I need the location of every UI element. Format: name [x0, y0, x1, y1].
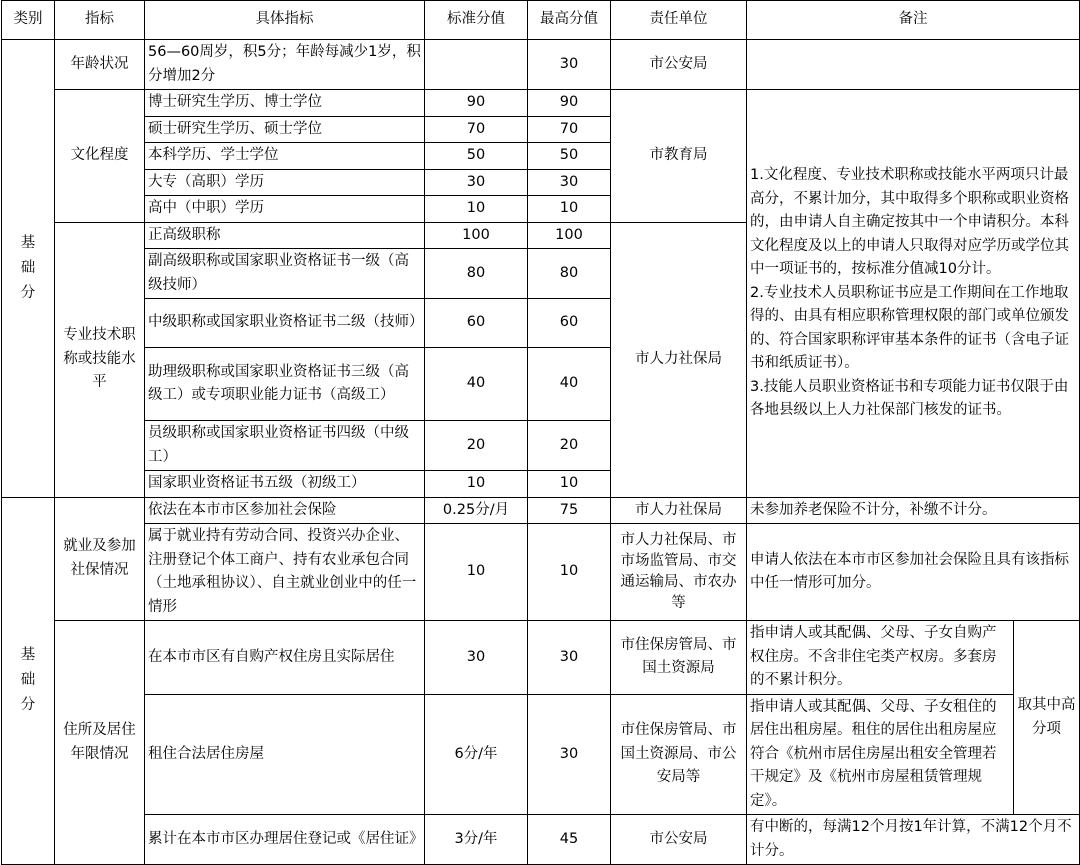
max-cell: 10: [528, 196, 611, 223]
standard-cell: 10: [425, 524, 528, 621]
max-cell: 75: [528, 497, 611, 524]
standard-cell: 3分/年: [425, 815, 528, 865]
detail-cell: 租住合法居住房屋: [145, 694, 425, 815]
unit-cell: 市人力社保局: [611, 497, 747, 524]
note-cell: 指申请人或其配偶、父母、子女自购产权住房。不含非住宅类产权房。多套房的不累计积分。: [747, 621, 1014, 695]
standard-cell: 10: [425, 471, 528, 498]
max-cell: 10: [528, 524, 611, 621]
standard-cell: 30: [425, 169, 528, 196]
note-cell: 未参加养老保险不计分，补缴不计分。: [747, 497, 1080, 524]
max-cell: 10: [528, 471, 611, 498]
header-note: 备注: [747, 1, 1080, 40]
standard-cell: 0.25分/月: [425, 497, 528, 524]
detail-cell: 副高级职称或国家职业资格证书一级（高级技师）: [145, 249, 425, 299]
max-cell: 30: [528, 40, 611, 90]
indicator-cell: 就业及参加社保情况: [55, 497, 145, 621]
unit-cell: 市住保房管局、市国土资源局: [611, 621, 747, 695]
detail-cell: 本科学历、学士学位: [145, 143, 425, 170]
note-cell: [747, 40, 1080, 90]
table-row: [2, 694, 1080, 815]
max-cell: 45: [528, 815, 611, 865]
max-cell: 20: [528, 421, 611, 471]
detail-cell: 正高级职称: [145, 222, 425, 249]
note-cell: 指申请人或其配偶、父母、子女租住的居住出租房屋。租住的居住出租房屋应符合《杭州市居住房屋出租安全管理若干规定》及《杭州市房屋租赁管理规定》。: [747, 694, 1014, 815]
header-detail: 具体指标: [145, 1, 425, 40]
max-cell: 100: [528, 222, 611, 249]
unit-cell: 市住保房管局、市国土资源局、市公安局等: [611, 694, 747, 815]
header-max: 最高分值: [528, 1, 611, 40]
detail-cell: 中级职称或国家职业资格证书二级（技师）: [145, 299, 425, 348]
detail-cell: 在本市市区有自购产权住房且实际居住: [145, 621, 425, 695]
indicator-cell: 住所及居住年限情况: [55, 621, 145, 865]
detail-cell: 国家职业资格证书五级（初级工）: [145, 471, 425, 498]
standard-cell: 20: [425, 421, 528, 471]
max-cell: 30: [528, 694, 611, 815]
indicator-cell: 文化程度: [55, 90, 145, 223]
category-cell: 基 础 分: [2, 40, 55, 498]
max-cell: 70: [528, 116, 611, 143]
note-cell: 申请人依法在本市市区参加社会保险且具有该指标中任一情形可加分。: [747, 524, 1080, 621]
detail-cell: 博士研究生学历、博士学位: [145, 90, 425, 117]
header-row: [2, 1, 1080, 40]
max-cell: 30: [528, 169, 611, 196]
standard-cell: 100: [425, 222, 528, 249]
indicator-cell: 年龄状况: [55, 40, 145, 90]
table-row: [2, 497, 1080, 524]
max-cell: 50: [528, 143, 611, 170]
detail-cell: 大专（高职）学历: [145, 169, 425, 196]
points-table: [1, 0, 1080, 865]
unit-cell: 市教育局: [611, 90, 747, 223]
unit-cell: 市人力社保局、市市场监管局、市交通运输局、市农办等: [611, 524, 747, 621]
indicator-cell: 专业技术职称或技能水平: [55, 222, 145, 497]
header-unit: 责任单位: [611, 1, 747, 40]
header-standard: 标准分值: [425, 1, 528, 40]
max-cell: 80: [528, 249, 611, 299]
table-row: [2, 815, 1080, 865]
standard-cell: 70: [425, 116, 528, 143]
detail-cell: 56—60周岁，积5分；年龄每减少1岁，积分增加2分: [145, 40, 425, 90]
standard-cell: 90: [425, 90, 528, 117]
detail-cell: 助理级职称或国家职业资格证书三级（高级工）或专项职业能力证书（高级工）: [145, 348, 425, 421]
detail-cell: 高中（中职）学历: [145, 196, 425, 223]
category-cell: 基 础 分: [2, 497, 55, 865]
table-row: [2, 621, 1080, 695]
unit-cell: 市人力社保局: [611, 222, 747, 497]
detail-cell: 累计在本市市区办理居住登记或《居住证》: [145, 815, 425, 865]
table-row: [2, 40, 1080, 90]
unit-cell: 市公安局: [611, 815, 747, 865]
note-cell: 有中断的，每满12个月按1年计算，不满12个月不计分。: [747, 815, 1080, 865]
standard-cell: 40: [425, 348, 528, 421]
max-cell: 60: [528, 299, 611, 348]
unit-cell: 市公安局: [611, 40, 747, 90]
standard-cell: 50: [425, 143, 528, 170]
standard-cell: 60: [425, 299, 528, 348]
side-note-cell: 取其中高分项: [1014, 621, 1080, 815]
max-cell: 90: [528, 90, 611, 117]
standard-cell: 80: [425, 249, 528, 299]
table-row: [2, 524, 1080, 621]
max-cell: 30: [528, 621, 611, 695]
detail-cell: 属于就业持有劳动合同、投资兴办企业、注册登记个体工商户、持有农业承包合同（土地承租协议）、自主就业创业中的任一情形: [145, 524, 425, 621]
detail-cell: 依法在本市市区参加社会保险: [145, 497, 425, 524]
max-cell: 40: [528, 348, 611, 421]
detail-cell: 员级职称或国家职业资格证书四级（中级工）: [145, 421, 425, 471]
note-cell: 1.文化程度、专业技术职称或技能水平两项只计最高分，不累计加分，其中取得多个职称或职业资格的，由申请人自主确定按其中一个申请积分。本科文化程度及以上的申请人只取得对应学历或学位其中一项证书的，按标准分值减10分计。 2.专业技术人员职称证书应是工作期间在工作地取得的、由具有相应职称管理权限的部门或单位颁发的、符合国家职称评审基本条件的证书（含电子证书和纸质证书）。 3.技能人员职业资格证书和专项能力证书仅限于由各地县级以上人力社保部门核发的证书。: [747, 90, 1080, 498]
header-category: 类别: [2, 1, 55, 40]
header-indicator: 指标: [55, 1, 145, 40]
standard-cell: 6分/年: [425, 694, 528, 815]
standard-cell: 30: [425, 621, 528, 695]
standard-cell: 10: [425, 196, 528, 223]
table-row: [2, 90, 1080, 117]
detail-cell: 硕士研究生学历、硕士学位: [145, 116, 425, 143]
standard-cell: [425, 40, 528, 90]
